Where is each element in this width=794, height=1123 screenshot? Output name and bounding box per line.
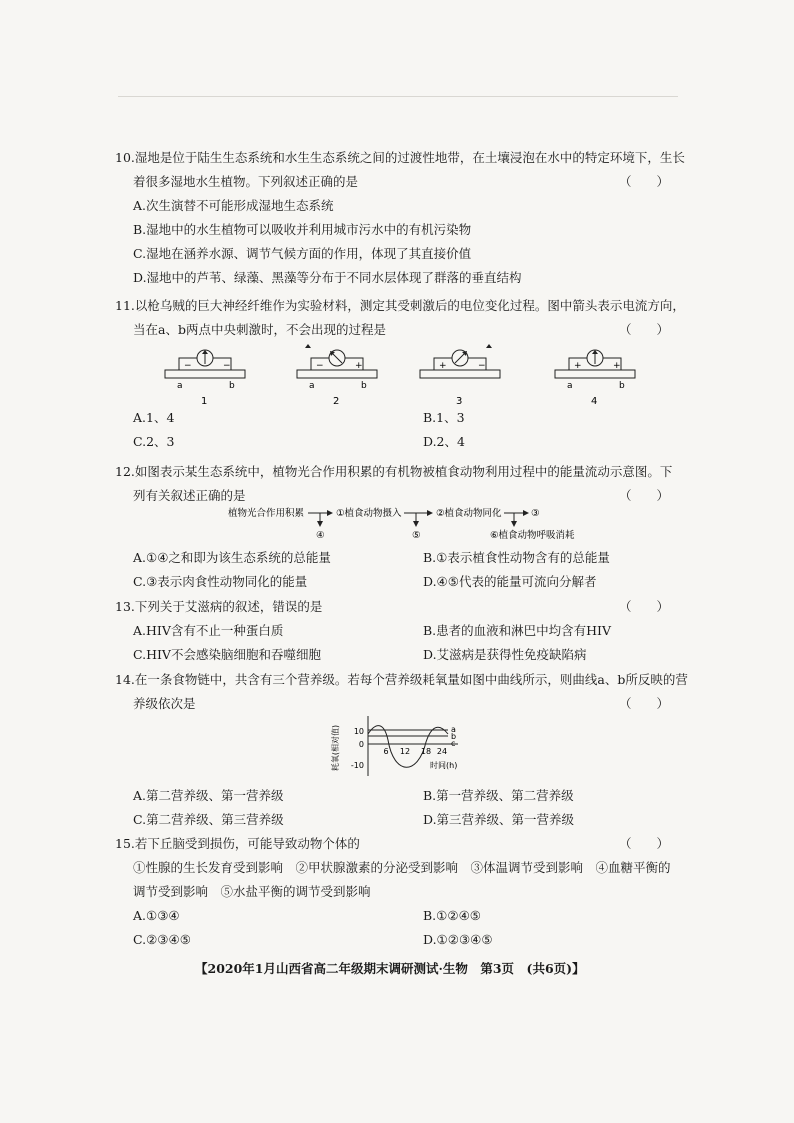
q10-option-b: B.湿地中的水生植物可以吸收并利用城市污水中的有机污染物 (133, 222, 472, 237)
chart-ylabel: 耗氧(相对值) (331, 724, 340, 772)
d4-right-sign: + (613, 361, 621, 371)
question-10 (115, 146, 685, 290)
d4-label-b: b (619, 381, 625, 391)
xtick-12: 12 (399, 747, 411, 756)
q15-option-c: C.②③④⑤ (133, 932, 191, 947)
question-11 (115, 294, 685, 342)
xtick-6: 6 (383, 747, 389, 756)
q10-stem-1: 10.湿地是位于陆生生态系统和水生生态系统之间的过渡性地带，在土壤浸泡在水中的特定环境下，生长 (115, 150, 685, 165)
q11-option-c: C.2、3 (133, 434, 175, 449)
d2-label-a: a (309, 381, 315, 391)
d1-left-sign: − (184, 361, 192, 371)
chart-xlabel: 时间(h) (430, 761, 458, 770)
d1-right-sign: − (223, 361, 231, 371)
q12-energy-flow-diagram (228, 504, 588, 544)
q14-answer-paren: （ ） (618, 696, 669, 711)
q12-option-d: D.④⑤代表的能量可流向分解者 (423, 574, 597, 589)
q15-items-1: ①性腺的生长发育受到影响 ②甲状腺激素的分泌受到影响 ③体温调节受到影响 ④血糖平衡的 (133, 860, 671, 875)
q13-option-b: B.患者的血液和淋巴中均含有HIV (423, 623, 612, 638)
q13-option-d: D.艾滋病是获得性免疫缺陷病 (423, 647, 587, 662)
q12-option-c: C.③表示肉食性动物同化的能量 (133, 574, 308, 589)
series-a-label: a (451, 725, 456, 734)
xtick-18: 18 (420, 747, 432, 756)
q14-stem-1: 14.在一条食物链中，共含有三个营养级。若每个营养级耗氧量如图中曲线所示，则曲线a、b所反映的营 (115, 672, 688, 687)
diagram-1 (165, 350, 245, 407)
q15-stem: 15.若下丘脑受到损伤，可能导致动物个体的 (115, 836, 360, 851)
q14-option-d: D.第三营养级、第一营养级 (423, 812, 575, 827)
q12-stem-2: 列有关叙述正确的是 （ ） (115, 484, 675, 508)
q10-answer-paren: （ ） (618, 174, 669, 189)
series-b-label: b (451, 732, 457, 741)
q11-galvanometer-diagrams (150, 340, 650, 410)
d2-number: 2 (333, 396, 340, 407)
q11-options (115, 406, 675, 454)
q11-option-a: A.1、4 (133, 410, 175, 425)
q10-option-a: A.次生演替不可能形成湿地生态系统 (133, 198, 334, 213)
q14-option-b: B.第一营养级、第二营养级 (423, 788, 574, 803)
q10-option-d: D.湿地中的芦苇、绿藻、黑藻等分布于不同水层体现了群落的垂直结构 (133, 270, 522, 285)
d3-left-sign: + (439, 361, 447, 371)
q14-stem-2: 养级依次是 （ ） (115, 692, 675, 716)
q15-option-d: D.①②③④⑤ (423, 932, 493, 947)
q14-oxygen-consumption-chart (330, 712, 480, 782)
q14-option-c: C.第二营养级、第三营养级 (133, 812, 284, 827)
q11-stem-1: 11.以枪乌贼的巨大神经纤维作为实验材料，测定其受刺激后的电位变化过程。图中箭头表示电流方向， (115, 298, 685, 313)
diagram-2 (297, 344, 377, 407)
question-13 (115, 595, 675, 667)
series-c-label: c (451, 739, 456, 748)
q15-items-2: 调节受到影响 ⑤水盐平衡的调节受到影响 (133, 884, 371, 899)
flow-node-5: ⑤ (412, 530, 421, 541)
q13-option-c: C.HIV不会感染脑细胞和吞噬细胞 (133, 647, 321, 662)
q12-option-a: A.①④之和即为该生态系统的总能量 (133, 550, 331, 565)
top-divider (118, 96, 678, 97)
d3-number: 3 (456, 396, 463, 407)
d2-left-sign: − (316, 361, 324, 371)
q13-option-a: A.HIV含有不止一种蛋白质 (133, 623, 284, 638)
flow-start: 植物光合作用积累 (228, 508, 305, 519)
flow-node-2: ②植食动物同化 (436, 508, 502, 519)
ytick-10: 10 (353, 727, 364, 736)
q13-answer-paren: （ ） (618, 599, 669, 614)
ytick-neg10: -10 (350, 761, 364, 770)
q15-answer-paren: （ ） (618, 836, 669, 851)
q12-option-b: B.①表示植食性动物含有的总能量 (423, 550, 610, 565)
d4-left-sign: + (574, 361, 582, 371)
d4-label-a: a (567, 381, 573, 391)
d3-right-sign: − (478, 361, 486, 371)
d4-number: 4 (591, 396, 598, 407)
q13-stem: 13.下列关于艾滋病的叙述，错误的是 (115, 599, 323, 614)
question-14 (115, 668, 688, 716)
d1-label-b: b (229, 381, 235, 391)
q15-option-a: A.①③④ (133, 908, 180, 923)
q10-stem-2: 着很多湿地水生植物。下列叙述正确的是 （ ） (115, 170, 675, 194)
d2-right-sign: + (355, 361, 363, 371)
d1-label-a: a (177, 381, 183, 391)
q11-answer-paren: （ ） (618, 322, 669, 337)
q12-stem-1: 12.如图表示某生态系统中，植物光合作用积累的有机物被植食动物利用过程中的能量流动示意图。下 (115, 464, 673, 479)
q15-option-b: B.①②④⑤ (423, 908, 481, 923)
diagram-4 (555, 350, 635, 407)
xtick-24: 24 (436, 747, 448, 756)
q14-option-a: A.第二营养级、第一营养级 (133, 788, 284, 803)
question-12 (115, 460, 675, 508)
q12-options (115, 546, 675, 594)
q11-option-d: D.2、4 (423, 434, 465, 449)
q11-stem-2: 当在a、b两点中央刺激时，不会出现的过程是 （ ） (115, 318, 675, 342)
q14-options (115, 784, 675, 832)
flow-node-4: ④ (316, 530, 325, 541)
flow-node-6: ⑥植食动物呼吸消耗 (490, 530, 575, 541)
diagram-3 (420, 344, 500, 407)
flow-node-3: ③ (531, 508, 540, 519)
ytick-0: 0 (358, 740, 364, 749)
page-footer: 【2020年1月山西省高二年级期末调研测试·生物 第3页 (共6页)】 (195, 961, 585, 976)
q12-answer-paren: （ ） (618, 488, 669, 503)
question-15 (115, 832, 675, 952)
d1-number: 1 (201, 396, 208, 407)
q10-option-c: C.湿地在涵养水源、调节气候方面的作用，体现了其直接价值 (133, 246, 472, 261)
q11-option-b: B.1、3 (423, 410, 465, 425)
flow-node-1: ①植食动物摄入 (336, 508, 402, 519)
d2-label-b: b (361, 381, 367, 391)
